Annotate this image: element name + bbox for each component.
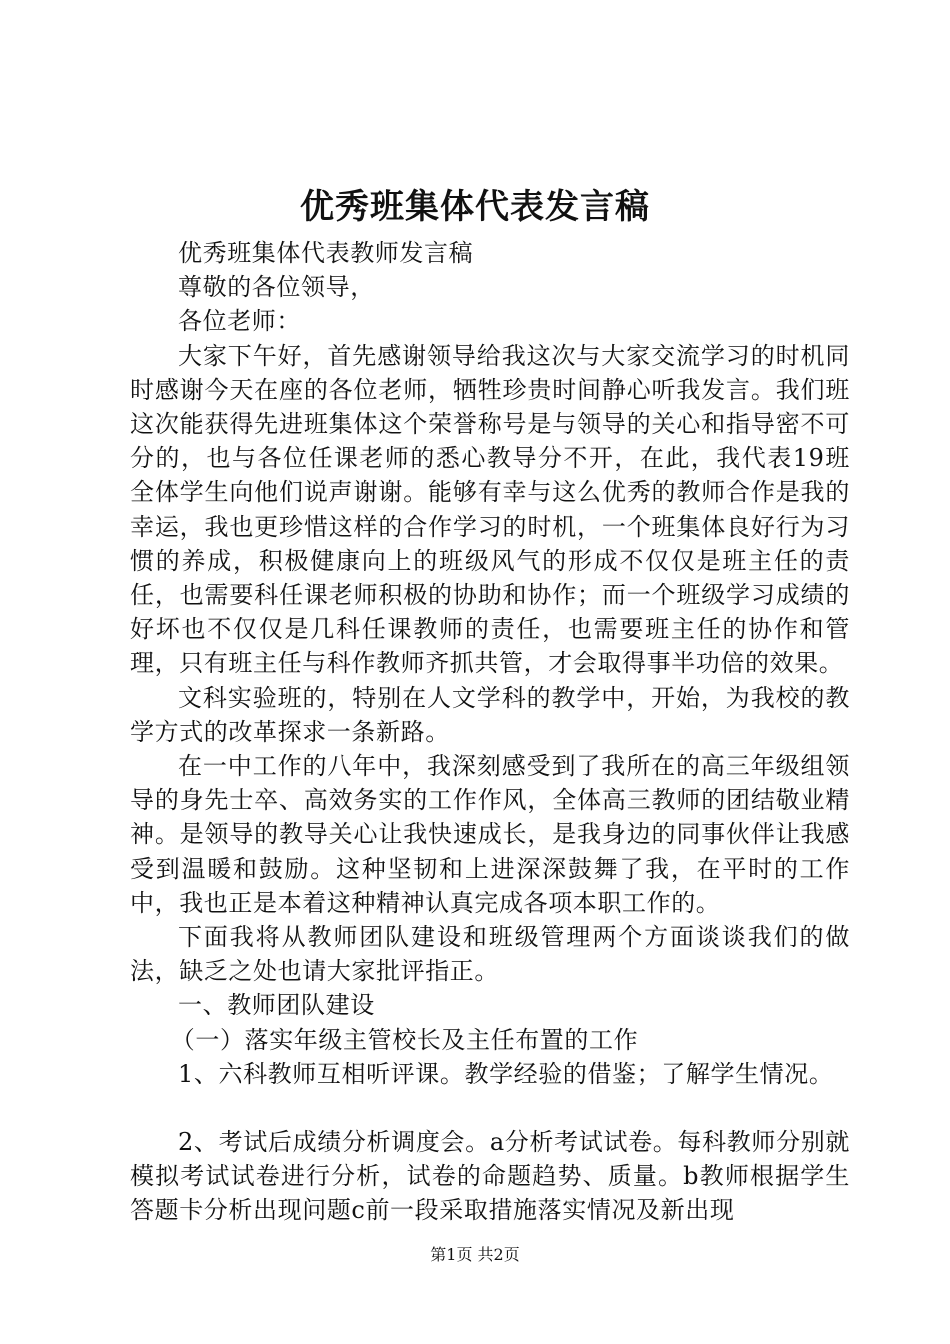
document-title: 优秀班集体代表发言稿: [300, 187, 650, 227]
paragraph-opening: 大家下午好，首先感谢领导给我这次与大家交流学习的时机同时感谢今天在座的各位老师，牺牲珍贵时间静心听我发言。我们班这次能获得先进班集体这个荣誉称号是与领导的关心和指导密不可分的，也与各位任课老师的悉心教导分不开，在此，我代表19班全体学生向他们说声谢谢。能够有幸与这么优秀的教师合作是我的幸运，我也更珍惜这样的合作学习的时机，一个班集体良好行为习惯的养成，积极健康向上的班级风气的形成不仅仅是班主任的责任，也需要科任课老师积极的协助和协作；而一个班级学习成绩的好坏也不仅仅是几科任课教师的责任，也需要班主任的协作和管理，只有班主任与科作教师齐抓共管，才会取得事半功倍的效果。: [130, 341, 850, 678]
paragraph-liberal-arts-class: 文科实验班的，特别在人文学科的教学中，开始，为我校的教学方式的改革探求一条新路。: [130, 683, 850, 746]
paragraph-outline: 下面我将从教师团队建设和班级管理两个方面谈谈我们的做法，缺乏之处也请大家批评指正。: [130, 923, 850, 986]
document-body: [130, 236, 850, 1228]
paragraph-salutation-teachers: 各位老师：: [178, 307, 301, 336]
paragraph-subtitle: 优秀班集体代表教师发言稿: [178, 239, 474, 267]
list-item-2: 2、考试后成绩分析调度会。a分析考试试卷。每科教师分别就模拟考试试卷进行分析，试卷的命题趋势、质量。b教师根据学生答题卡分析出现问题c前一段采取措施落实情况及新出现: [130, 1128, 850, 1225]
subheading-implement-work: （一）落实年级主管校长及主任布置的工作: [170, 1025, 639, 1054]
paragraph-eight-years: 在一中工作的八年中，我深刻感受到了我所在的高三年级组领导的身先士卒、高效务实的工作作风，全体高三教师的团结敬业精神。是领导的教导关心让我快速成长，是我身边的同事伙伴让我感受到温暖和鼓励。这种坚韧和上进深深鼓舞了我，在平时的工作中，我也正是本着这种精神认真完成各项本职工作的。: [130, 752, 850, 917]
list-item-1: 1、六科教师互相听评课。教学经验的借鉴；了解学生情况。: [178, 1059, 834, 1088]
page-number-footer: 第1页 共2页: [430, 1245, 520, 1264]
heading-team-building: 一、教师团队建设: [178, 991, 375, 1020]
paragraph-salutation-leaders: 尊敬的各位领导，: [178, 273, 375, 302]
